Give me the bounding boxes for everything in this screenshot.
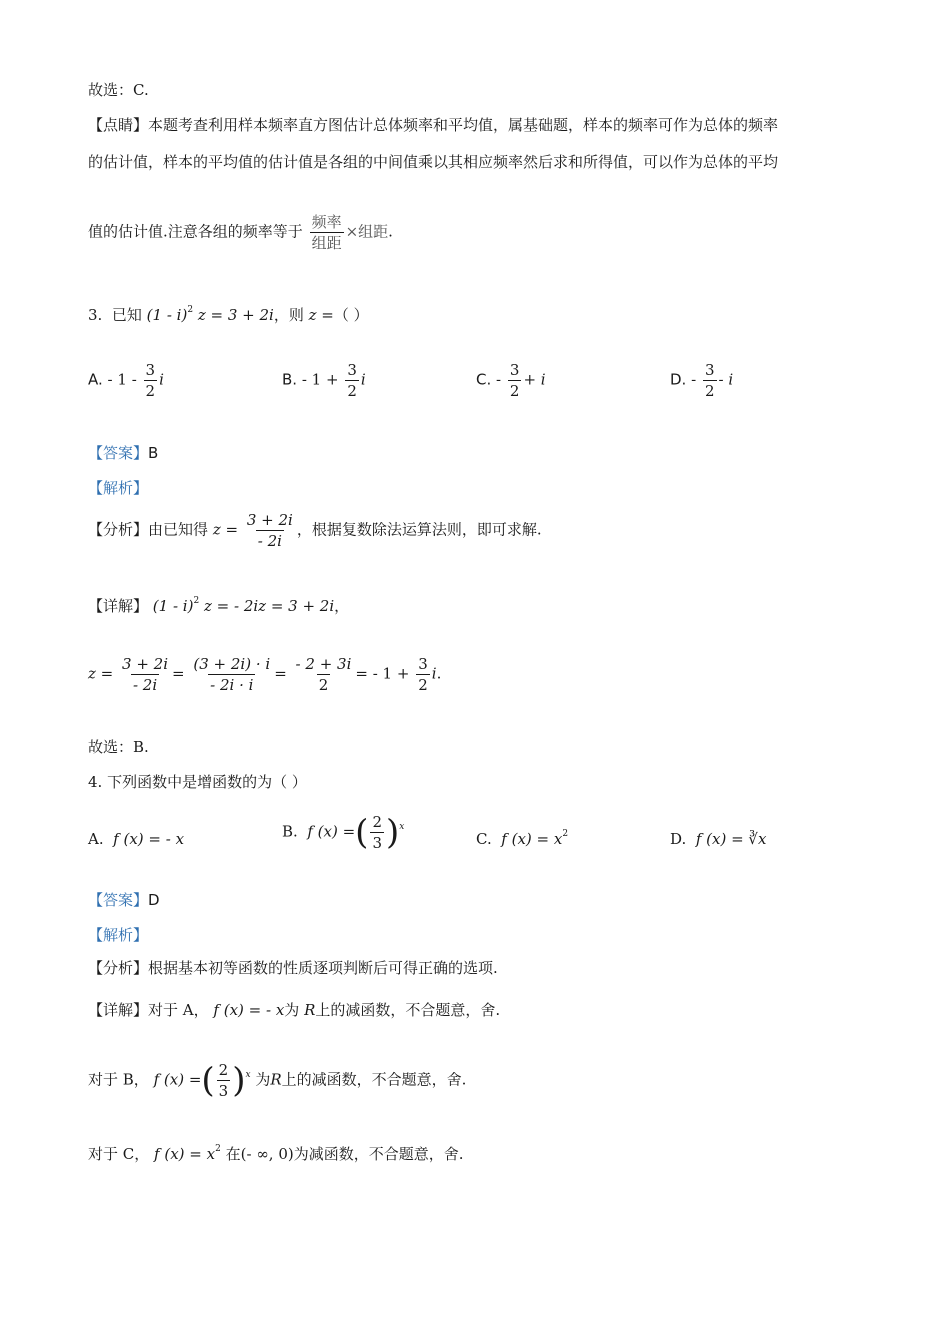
q3-detail-line1: 【详解】 (1 - i)$^2$ z = - 2iz = 3 + 2i， xyxy=(88,596,350,615)
q4-option-a: A. f (x) = - x xyxy=(88,830,185,848)
prev-comment-line1: 【点睛】本题考查利用样本频率直方图估计总体频率和平均值，属基础题，样本的频率可作为总体的频率 xyxy=(88,116,779,134)
q4-analysis-tag: 【解析】 xyxy=(88,926,149,944)
q3-conclusion: 故选：B. xyxy=(88,738,149,756)
q3-option-a: A. - 1 - $\frac{3}{2}$ i xyxy=(88,361,164,400)
q4-option-d: D. f (x) = ∛x xyxy=(670,830,767,848)
q3-fenxi: 【分析】由已知得 z = $\frac{3 + 2i}{- 2i}$ ，根据复数除法运算法则，即可求解. xyxy=(88,511,542,550)
prev-comment-line3: 值的估计值.注意各组的频率等于 $\frac{\text{频率}}{\text{组距}}$ ×组距. xyxy=(88,213,393,252)
q3-option-c: C. - $\frac{3}{2}$ + i xyxy=(476,361,546,400)
prev-comment-line2: 的估计值，样本的平均值的估计值是各组的中间值乘以其相应频率然后求和所得值，可以作为总体的平均 xyxy=(88,153,779,171)
q4-fenxi: 【分析】根据基本初等函数的性质逐项判断后可得正确的选项. xyxy=(88,959,498,977)
q3-option-d: D. - $\frac{3}{2}$ - i xyxy=(670,361,734,400)
q4-option-c: C. f $(x) = x^2$ xyxy=(476,829,569,848)
document-page xyxy=(88,0,868,1344)
q4-answer: 【答案】D xyxy=(88,891,160,909)
q3-detail-line2: z = $\frac{3 + 2i}{- 2i}$ = $\frac{(3 + 2i) \cdot i}{- 2i \cdot i}$ = $\frac{- 2 + 3i}{2}$ = - 1 + $\frac{3}{2}$ i. xyxy=(88,655,442,694)
q3-answer: 【答案】B xyxy=(88,444,159,462)
q4-stem: 4. 下列函数中是增函数的为（ ） xyxy=(88,773,307,791)
q3-analysis-tag: 【解析】 xyxy=(88,479,149,497)
prev-conclusion: 故选：C. xyxy=(88,81,149,99)
q3-stem: 3. 已知 (1 - i)$^2$ z = 3 + 2i，则 z =（ ） xyxy=(88,305,369,324)
q4-option-b: B. f (x) =( $\frac{2}{3}$ )$^x$ xyxy=(282,812,405,853)
q4-detail-a: 【详解】对于 A， f (x) = - x为 R上的减函数，不合题意，舍. xyxy=(88,1001,501,1019)
q4-detail-b: 对于 B， f (x) =( $\frac{2}{3}$ )$^x$ 为R上的减函数，不合题意，舍. xyxy=(88,1060,467,1101)
q4-detail-c: 对于 C， f $(x) = x^2$ 在(- ∞, 0)为减函数，不合题意，舍. xyxy=(88,1144,464,1163)
q3-option-b: B. - 1 + $\frac{3}{2}$ i xyxy=(282,361,366,400)
